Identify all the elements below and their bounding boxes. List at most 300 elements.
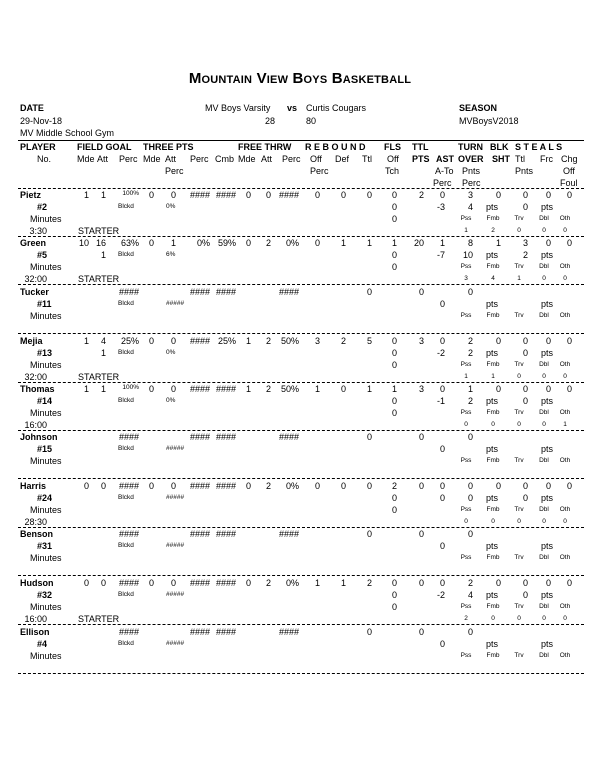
stat-pts: 3 xyxy=(418,384,424,394)
fls-tch: 0 xyxy=(391,348,397,358)
stat-fg-pct: #### xyxy=(118,481,139,491)
stat-cmb: #### xyxy=(215,432,236,442)
col-field-goal: FIELD GOAL xyxy=(77,142,132,152)
stat-reb-def: 0 xyxy=(340,384,346,394)
turnover-type-oth: Oth xyxy=(559,409,571,416)
col-fg-att: Att xyxy=(97,154,109,164)
fls-min: 0 xyxy=(391,602,397,612)
col-tp-mde: Mde xyxy=(143,154,161,164)
blocked-perc: ##### xyxy=(166,300,185,307)
turnover-type-oth: Oth xyxy=(559,652,571,659)
turnover-type-trv: Trv xyxy=(514,312,524,319)
stat-tp-pct: #### xyxy=(189,481,210,491)
row-separator xyxy=(18,624,584,625)
col-fls-off: Off xyxy=(387,154,399,164)
fls-tch: 0 xyxy=(391,590,397,600)
turnover-type-trv: Trv xyxy=(514,263,524,270)
stat-ft-pct: #### xyxy=(278,529,299,539)
stat-ast: 0 xyxy=(439,336,445,346)
stat-ast: 0 xyxy=(439,190,445,200)
stat-stl: 0 xyxy=(522,336,528,346)
stat-reb-ttl: 0 xyxy=(366,287,372,297)
turn-pnts: 0 xyxy=(467,493,473,503)
away-score: 80 xyxy=(306,116,317,126)
fls-tch: 0 xyxy=(391,396,397,406)
player-name: Hudson xyxy=(20,578,54,588)
stat-ft-pct: 0% xyxy=(285,481,299,491)
turnover-type-dbl: Dbl xyxy=(539,263,549,270)
stat-turn: 0 xyxy=(467,432,473,442)
turnover-type-count: 0 xyxy=(491,615,495,622)
col-fg-perc: Perc xyxy=(119,154,138,164)
pts-label-2: pts xyxy=(541,396,554,406)
stat-reb-ttl: 2 xyxy=(366,578,372,588)
blocked-label: Blckd xyxy=(118,445,134,452)
turnover-type-pss: Pss xyxy=(460,457,472,464)
pts-label-2: pts xyxy=(541,444,554,454)
turnover-type-trv: Trv xyxy=(514,409,524,416)
col-cmb: Cmb xyxy=(215,154,235,164)
blocked-perc: ##### xyxy=(166,445,185,452)
turnover-type-count: 3 xyxy=(464,275,468,282)
turnover-type-trv: Trv xyxy=(514,554,524,561)
stat-tp-pct: #### xyxy=(189,287,210,297)
turnover-type-count: 0 xyxy=(491,421,495,428)
ato: -2 xyxy=(436,348,445,358)
turnover-type-pss: Pss xyxy=(460,506,472,513)
stat-turn: 1 xyxy=(467,384,473,394)
stat-cmb: #### xyxy=(215,578,236,588)
col-turn: TURN xyxy=(458,142,483,152)
turnover-type-fmb: Fmb xyxy=(486,215,500,222)
stat-cmb: #### xyxy=(215,529,236,539)
col-pts: PTS xyxy=(412,154,430,164)
minutes-label: Minutes xyxy=(30,311,62,321)
pts-label: pts xyxy=(486,396,499,406)
turnover-type-dbl: Dbl xyxy=(539,554,549,561)
stat-ft-pct: 50% xyxy=(280,384,299,394)
stat-fg-pct: #### xyxy=(118,529,139,539)
minutes-label: Minutes xyxy=(30,360,62,370)
stat-ft-att: 2 xyxy=(265,238,271,248)
stat-blk: 1 xyxy=(495,238,501,248)
stat-turn: 0 xyxy=(467,529,473,539)
row-separator xyxy=(18,478,584,479)
row-separator xyxy=(18,382,584,383)
turnover-type-fmb: Fmb xyxy=(486,263,500,270)
stat-fg-mde: 10 xyxy=(78,238,89,248)
turnover-type-count: 1 xyxy=(517,275,521,282)
header-bottom-rule xyxy=(18,188,584,189)
vs-label: vs xyxy=(287,103,298,113)
stat-reb-ttl: 5 xyxy=(366,336,372,346)
turnover-type-count: 0 xyxy=(464,421,468,428)
turn-pnts: 2 xyxy=(467,396,473,406)
turn-pnts: 2 xyxy=(467,348,473,358)
stat-ft-mde: 1 xyxy=(245,336,251,346)
stat-tp-pct: #### xyxy=(189,529,210,539)
stat-fg-pct: #### xyxy=(118,578,139,588)
home-team: MV Boys Varsity xyxy=(205,103,271,113)
player-number: #4 xyxy=(37,639,48,649)
turnover-type-count: 0 xyxy=(542,421,546,428)
stat-stl: 0 xyxy=(522,190,528,200)
turnover-type-fmb: Fmb xyxy=(486,554,500,561)
fls-tch: 0 xyxy=(391,250,397,260)
col-reb-perc: Perc xyxy=(310,166,329,176)
ato: -3 xyxy=(436,202,445,212)
stat-tp-att: 0 xyxy=(170,481,176,491)
player-name: Pietz xyxy=(20,190,42,200)
turnover-type-count: 0 xyxy=(542,373,546,380)
stat-ft-pct: #### xyxy=(278,432,299,442)
turnover-type-fmb: Fmb xyxy=(486,312,500,319)
stat-frc: 0 xyxy=(545,190,551,200)
col-fls-tch: Tch xyxy=(385,166,400,176)
turnover-type-oth: Oth xyxy=(559,215,571,222)
stat-reb-ttl: 0 xyxy=(366,481,372,491)
blocked-perc: 0% xyxy=(166,397,176,404)
stat-ft-mde: 0 xyxy=(245,238,251,248)
venue: MV Middle School Gym xyxy=(20,128,115,138)
stat-cmb: #### xyxy=(215,627,236,637)
starter-label: STARTER xyxy=(78,274,120,284)
stl-pnts: 0 xyxy=(522,590,528,600)
blocked-perc: ##### xyxy=(166,640,185,647)
fls-min: 0 xyxy=(391,505,397,515)
stat-pts: 0 xyxy=(418,481,424,491)
stat-reb-def: 1 xyxy=(340,238,346,248)
stat-fg-mde: 0 xyxy=(83,578,89,588)
game-date: 29-Nov-18 xyxy=(20,116,63,126)
col-reb-off: Off xyxy=(310,154,322,164)
stat-reb-ttl: 1 xyxy=(366,384,372,394)
stat-stl: 0 xyxy=(522,384,528,394)
blocked-perc: ##### xyxy=(166,494,185,501)
col-rebound: R E B O U N D xyxy=(305,142,366,152)
player-number: #5 xyxy=(37,250,48,260)
ato: -2 xyxy=(436,590,445,600)
col-fls: FLS xyxy=(384,142,401,152)
turnover-type-fmb: Fmb xyxy=(486,652,500,659)
player-name: Tucker xyxy=(20,287,49,297)
minutes-label: Minutes xyxy=(30,262,62,272)
stat-ast: 0 xyxy=(439,384,445,394)
col-turn-perc: Perc xyxy=(462,178,481,188)
turn-pnts: 4 xyxy=(467,202,473,212)
turnover-type-fmb: Fmb xyxy=(486,603,500,610)
col-reb-def: Def xyxy=(335,154,350,164)
col-ttl: TTL xyxy=(412,142,429,152)
fls-min: 0 xyxy=(391,214,397,224)
turnover-type-trv: Trv xyxy=(514,603,524,610)
col-ffoul: Foul xyxy=(560,178,578,188)
stat-cmb: #### xyxy=(215,190,236,200)
stat-cmb: #### xyxy=(215,384,236,394)
player-name: Johnson xyxy=(20,432,58,442)
pts-label: pts xyxy=(486,541,499,551)
stat-ft-pct: #### xyxy=(278,190,299,200)
pts-label: pts xyxy=(486,590,499,600)
stat-chg: 0 xyxy=(566,481,572,491)
stat-reb-ttl: 0 xyxy=(366,190,372,200)
turnover-type-pss: Pss xyxy=(460,263,472,270)
stat-fls: 0 xyxy=(391,190,397,200)
col-ato: A-To xyxy=(435,166,454,176)
player-number: #11 xyxy=(37,299,52,309)
stat-pts: 0 xyxy=(418,432,424,442)
player-name: Thomas xyxy=(20,384,55,394)
turnover-type-trv: Trv xyxy=(514,506,524,513)
stat-ast: 0 xyxy=(439,481,445,491)
stat-frc: 0 xyxy=(545,384,551,394)
stat-fls: 1 xyxy=(391,384,397,394)
col-ft-perc: Perc xyxy=(282,154,301,164)
turnover-type-dbl: Dbl xyxy=(539,652,549,659)
stat-pts: 20 xyxy=(413,238,424,248)
stat-fg-pct: 100% xyxy=(122,190,139,197)
row-separator xyxy=(18,333,584,334)
minutes-label: Minutes xyxy=(30,602,62,612)
pts-label: pts xyxy=(486,639,499,649)
turnover-type-count: 0 xyxy=(464,518,468,525)
away-team: Curtis Cougars xyxy=(306,103,367,113)
pts-label: pts xyxy=(486,493,499,503)
turnover-type-count: 4 xyxy=(491,275,495,282)
stat-turn: 2 xyxy=(467,578,473,588)
player-name: Green xyxy=(20,238,47,248)
stat-frc: 0 xyxy=(545,238,551,248)
ato: -1 xyxy=(436,396,445,406)
stl-pnts: 0 xyxy=(522,202,528,212)
stat-ft-att: 2 xyxy=(265,481,271,491)
turnover-type-count: 0 xyxy=(563,518,567,525)
stat-fg-pct: 100% xyxy=(122,384,139,391)
stat-tp-att: 0 xyxy=(170,190,176,200)
date-label: DATE xyxy=(20,103,44,113)
blocked-count: 1 xyxy=(100,348,106,358)
stat-fg-att: 16 xyxy=(95,238,106,248)
col-blk: BLK xyxy=(490,142,509,152)
stat-tp-pct: 0% xyxy=(196,238,210,248)
blocked-label: Blckd xyxy=(118,494,134,501)
turn-pnts: 10 xyxy=(462,250,473,260)
blocked-perc: ##### xyxy=(166,542,185,549)
turnover-type-count: 0 xyxy=(517,227,521,234)
col-no: No. xyxy=(37,154,52,164)
col-stl-pnts: Pnts xyxy=(515,166,534,176)
player-name: Benson xyxy=(20,529,54,539)
stat-turn: 0 xyxy=(467,481,473,491)
stat-ft-mde: 0 xyxy=(245,190,251,200)
stat-fg-mde: 1 xyxy=(83,384,89,394)
player-number: #31 xyxy=(37,541,53,551)
player-number: #2 xyxy=(37,202,48,212)
stat-cmb: #### xyxy=(215,481,236,491)
stat-pts: 3 xyxy=(418,336,424,346)
blocked-perc: 0% xyxy=(166,349,176,356)
stat-pts: 0 xyxy=(418,287,424,297)
stat-ft-att: 2 xyxy=(265,336,271,346)
starter-label: STARTER xyxy=(78,226,120,236)
blocked-perc: 0% xyxy=(166,203,176,210)
turnover-type-count: 0 xyxy=(542,227,546,234)
turnover-type-pss: Pss xyxy=(460,409,472,416)
stat-tp-att: 0 xyxy=(170,578,176,588)
turnover-type-count: 0 xyxy=(517,518,521,525)
stat-ast: 0 xyxy=(439,578,445,588)
stat-chg: 0 xyxy=(566,238,572,248)
row-separator xyxy=(18,430,584,431)
turnover-type-count: 2 xyxy=(464,615,468,622)
player-number: #15 xyxy=(37,444,53,454)
stat-tp-mde: 0 xyxy=(148,190,154,200)
turnover-type-count: 0 xyxy=(563,227,567,234)
turnover-type-dbl: Dbl xyxy=(539,215,549,222)
fls-tch: 0 xyxy=(391,493,397,503)
player-number: #32 xyxy=(37,590,53,600)
stl-pnts: 0 xyxy=(522,348,528,358)
stat-cmb: 59% xyxy=(217,238,236,248)
turnover-type-dbl: Dbl xyxy=(539,603,549,610)
col-foff: Off xyxy=(563,166,575,176)
turnover-type-dbl: Dbl xyxy=(539,506,549,513)
turnover-type-count: 0 xyxy=(491,518,495,525)
blocked-label: Blckd xyxy=(118,203,134,210)
turnover-type-oth: Oth xyxy=(559,603,571,610)
stat-ft-att: 0 xyxy=(265,190,271,200)
fls-min: 0 xyxy=(391,360,397,370)
pts-label: pts xyxy=(486,299,499,309)
stat-pts: 0 xyxy=(418,627,424,637)
stat-fg-pct: #### xyxy=(118,287,139,297)
stat-cmb: 25% xyxy=(217,336,236,346)
ato: -7 xyxy=(436,250,445,260)
col-three-pts: THREE PTS xyxy=(143,142,194,152)
stat-ft-pct: #### xyxy=(278,287,299,297)
player-name: Ellison xyxy=(20,627,50,637)
turnover-type-trv: Trv xyxy=(514,457,524,464)
pts-label: pts xyxy=(486,202,499,212)
stat-ft-mde: 0 xyxy=(245,578,251,588)
stat-reb-ttl: 0 xyxy=(366,432,372,442)
turnover-type-count: 1 xyxy=(563,421,567,428)
turnover-type-pss: Pss xyxy=(460,215,472,222)
turnover-type-count: 0 xyxy=(517,421,521,428)
stat-blk: 0 xyxy=(495,336,501,346)
turnover-type-count: 0 xyxy=(563,275,567,282)
player-number: #13 xyxy=(37,348,53,358)
stat-tp-pct: #### xyxy=(189,432,210,442)
stat-blk: 0 xyxy=(495,578,501,588)
turn-pnts: 4 xyxy=(467,590,473,600)
stat-fg-att: 0 xyxy=(100,481,106,491)
stat-ft-pct: 0% xyxy=(285,578,299,588)
row-separator xyxy=(18,673,584,674)
stat-turn: 3 xyxy=(467,190,473,200)
season-label: SEASON xyxy=(459,103,498,113)
ato: 0 xyxy=(439,639,445,649)
blocked-label: Blckd xyxy=(118,251,134,258)
stat-tp-pct: #### xyxy=(189,578,210,588)
turnover-type-count: 0 xyxy=(563,373,567,380)
turnover-type-oth: Oth xyxy=(559,506,571,513)
stat-frc: 0 xyxy=(545,481,551,491)
stat-fg-mde: 1 xyxy=(83,336,89,346)
turnover-type-count: 0 xyxy=(517,373,521,380)
col-stl-ttl: Ttl xyxy=(515,154,525,164)
stat-tp-pct: #### xyxy=(189,384,210,394)
stat-tp-mde: 0 xyxy=(148,578,154,588)
header-top-rule xyxy=(18,140,584,141)
stat-tp-pct: #### xyxy=(189,336,210,346)
stat-ft-att: 2 xyxy=(265,384,271,394)
stat-pts: 0 xyxy=(418,578,424,588)
stat-pts: 2 xyxy=(418,190,424,200)
home-score: 28 xyxy=(264,116,275,126)
player-name: Harris xyxy=(20,481,47,491)
pts-label: pts xyxy=(486,250,499,260)
stat-tp-mde: 0 xyxy=(148,384,154,394)
pts-label: pts xyxy=(486,348,499,358)
col-turn-pnts: Pnts xyxy=(462,166,481,176)
col-reb-ttl: Ttl xyxy=(362,154,372,164)
turnover-type-pss: Pss xyxy=(460,652,472,659)
minutes-label: Minutes xyxy=(30,505,62,515)
stat-fg-att: 4 xyxy=(100,336,106,346)
minutes-label: Minutes xyxy=(30,651,62,661)
stat-tp-att: 0 xyxy=(170,384,176,394)
minutes-played: 32:00 xyxy=(24,274,47,284)
stl-pnts: 0 xyxy=(522,396,528,406)
starter-label: STARTER xyxy=(78,372,120,382)
ato: 0 xyxy=(439,493,445,503)
stat-turn: 2 xyxy=(467,336,473,346)
stat-turn: 0 xyxy=(467,287,473,297)
stat-chg: 0 xyxy=(566,578,572,588)
minutes-label: Minutes xyxy=(30,408,62,418)
turnover-type-pss: Pss xyxy=(460,554,472,561)
minutes-played: 16:00 xyxy=(24,614,47,624)
stat-fg-att: 1 xyxy=(100,384,106,394)
turnover-type-fmb: Fmb xyxy=(486,506,500,513)
stat-turn: 8 xyxy=(467,238,473,248)
stat-ft-mde: 0 xyxy=(245,481,251,491)
row-separator xyxy=(18,236,584,237)
stat-fg-pct: #### xyxy=(118,432,139,442)
ato: 0 xyxy=(439,444,445,454)
stat-blk: 0 xyxy=(495,481,501,491)
col-player: PLAYER xyxy=(20,142,56,152)
turnover-type-dbl: Dbl xyxy=(539,457,549,464)
col-sht: SHT xyxy=(492,154,510,164)
turnover-type-fmb: Fmb xyxy=(486,457,500,464)
turnover-type-trv: Trv xyxy=(514,652,524,659)
col-frc: Frc xyxy=(540,154,553,164)
starter-label: STARTER xyxy=(78,614,120,624)
stat-chg: 0 xyxy=(566,384,572,394)
stat-frc: 0 xyxy=(545,336,551,346)
col-ato-perc: Perc xyxy=(433,178,452,188)
stat-chg: 0 xyxy=(566,190,572,200)
blocked-perc: 6% xyxy=(166,251,176,258)
pts-label-2: pts xyxy=(541,202,554,212)
col-ft-att: Att xyxy=(261,154,273,164)
turnover-type-count: 1 xyxy=(464,373,468,380)
stat-fls: 2 xyxy=(391,481,397,491)
turnover-type-count: 0 xyxy=(542,615,546,622)
stat-reb-def: 0 xyxy=(340,481,346,491)
